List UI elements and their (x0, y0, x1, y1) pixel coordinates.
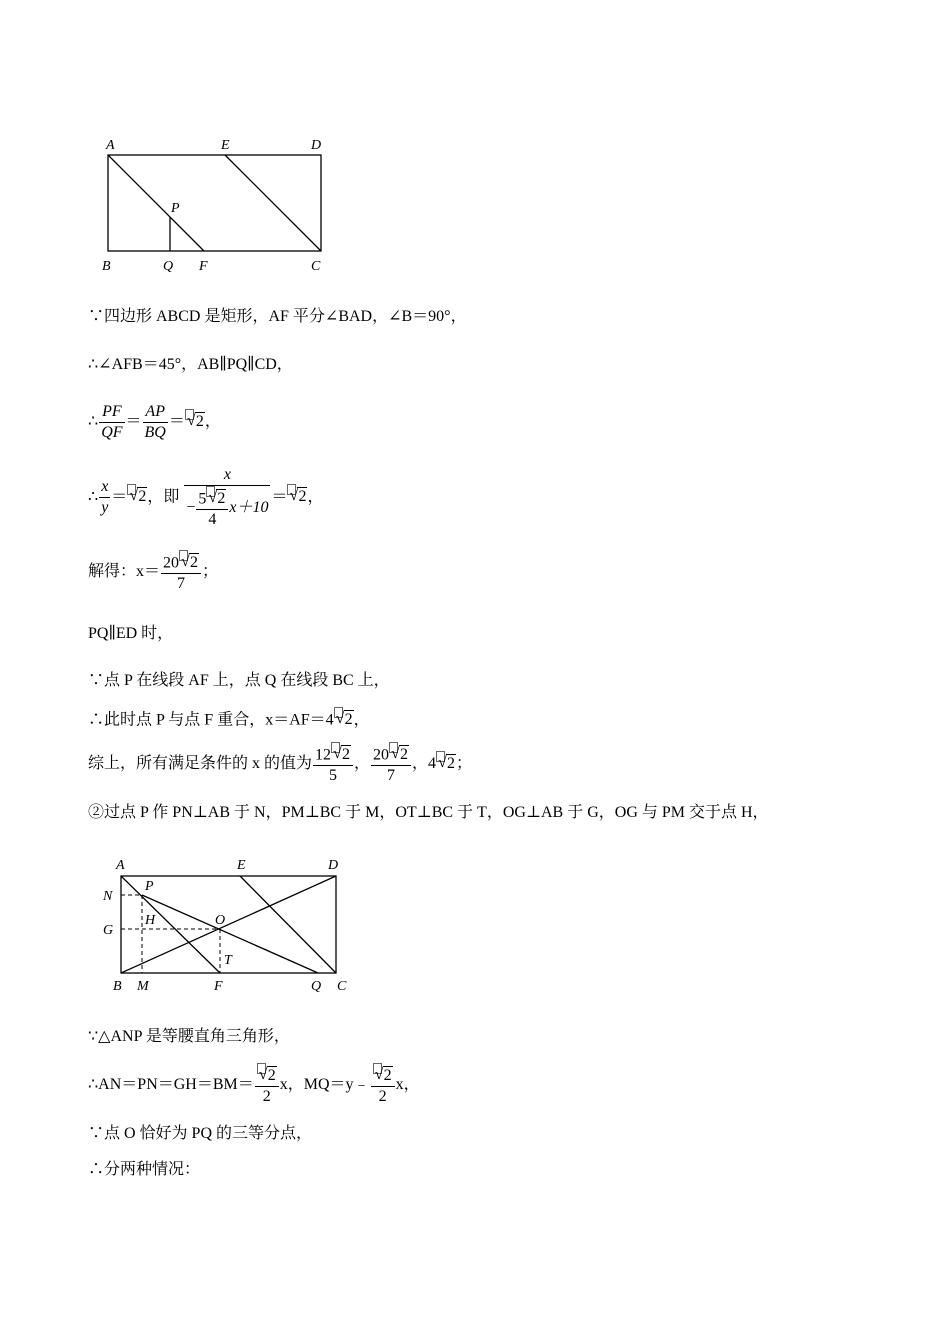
label2-q: Q (311, 979, 322, 994)
text-line-2: ∴∠AFB＝45°，AB∥PQ∥CD， (88, 356, 293, 373)
label2-d: D (328, 858, 339, 873)
label-q: Q (163, 259, 174, 274)
label2-h: H (145, 913, 156, 928)
text-line-3: ∴ $\frac{PF}{QF}$ ＝ $\frac{AP}{BQ}$ ＝ √ 2， (88, 403, 221, 441)
label-c: C (311, 259, 321, 274)
label-b: B (102, 259, 111, 274)
figure-rectangle-abcd-1 (95, 130, 345, 275)
text-line-9: 综上，所有满足条件的 x 的值为 12 √ 2 5 ， 20 √ 2 7 ，4 √ 2； (88, 742, 472, 786)
segment-af (108, 155, 204, 251)
fraction-20r2-7: 20 √ 2 7 (161, 550, 201, 594)
text-line-6: PQ∥ED 时， (88, 625, 174, 642)
text-line-10: ②过点 P 作 PN⊥AB 于 N，PM⊥BC 于 M，OT⊥BC 于 T，OG⊥AB 于 G，OG 与 PM 交于点 H， (88, 804, 769, 821)
text-line-5: 解得：x＝ 20 √ 2 7 ； (88, 550, 218, 594)
text-line-8: ∴此时点 P 与点 F 重合，x＝AF＝4 √ 2， (88, 707, 370, 730)
label2-g: G (103, 923, 114, 938)
label2-o: O (215, 913, 226, 928)
segment-ec (225, 155, 321, 251)
fraction-ap-bq: $\frac{AP}{BQ}$ (144, 403, 166, 441)
text-line-7: ∵点 P 在线段 AF 上，点 Q 在线段 BC 上， (88, 672, 390, 689)
fraction-x-y: $\frac{x}{y}$ (101, 478, 109, 517)
sqrt-2: √ 2 (186, 412, 204, 431)
rect-abcd (108, 155, 321, 251)
label2-t: T (224, 953, 232, 968)
fraction-pf-qf: $\frac{PF}{QF}$ (101, 403, 123, 441)
label-p: P (171, 201, 180, 216)
text-line-14: ∴分两种情况： (88, 1161, 201, 1178)
label2-p: P (145, 879, 154, 894)
text-line-13: ∵点 O 恰好为 PQ 的三等分点， (88, 1125, 313, 1142)
fraction-big: x − 5 √ 2 4 x＋10 (186, 466, 269, 529)
label2-c: C (337, 979, 347, 994)
label-f: F (199, 259, 208, 274)
label2-n: N (103, 889, 113, 904)
label2-a: A (116, 858, 125, 873)
label-a: A (106, 138, 115, 153)
label-e: E (221, 138, 230, 153)
text-line-12: ∴AN＝PN＝GH＝BM＝ √ 2 2 x，MQ＝y﹣ √ 2 2 x， (88, 1063, 420, 1107)
figure-rectangle-abcd-2 (95, 850, 365, 1000)
label2-m: M (137, 979, 149, 994)
text-line-11: ∵△ANP 是等腰直角三角形， (88, 1028, 290, 1045)
text-line-4: ∴ $\frac{x}{y}$ ＝ √ 2，即 x − 5 √ 2 4 x＋10 ＝ √ 2， (88, 466, 324, 529)
label2-e: E (237, 858, 246, 873)
text-line-1: ∵四边形 ABCD 是矩形，AF 平分∠BAD，∠B＝90°， (88, 308, 467, 325)
label-d: D (311, 138, 322, 153)
label2-b: B (113, 979, 122, 994)
label2-f: F (214, 979, 223, 994)
